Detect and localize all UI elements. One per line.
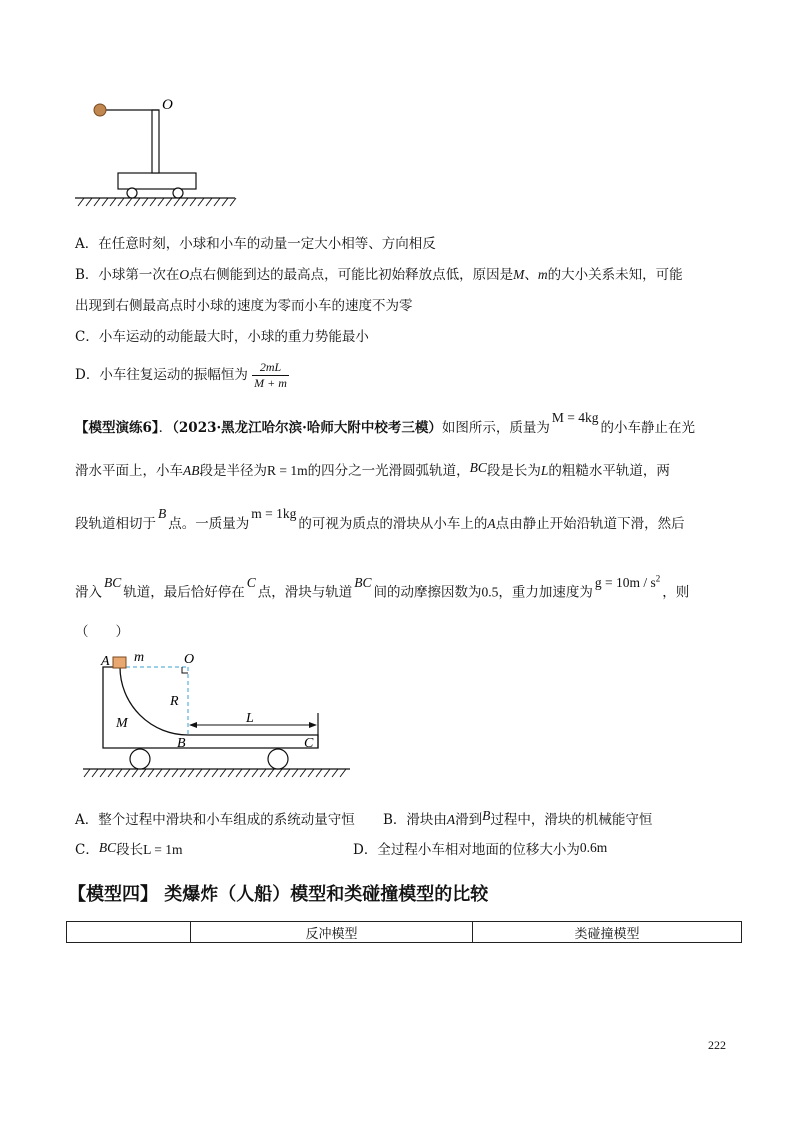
option-b: B．小球第一次在O点右侧能到达的最高点，可能比初始释放点低，原因是M、m的大小关系未知，可能 [75, 267, 683, 283]
answer-blank: （ ） [75, 624, 129, 640]
problem6-line2: 滑水平面上，小车AB段是半径为R = 1m的四分之一光滑圆弧轨道，BC段是长为L的粗糙水平轨道，两 [75, 460, 670, 479]
page-number: 222 [708, 1038, 726, 1052]
p6-option-a: A．整个过程中滑块和小车组成的系统动量守恒 [75, 812, 355, 828]
amplitude-fraction: $\frac{2mL}{M + m}$ [254, 360, 287, 390]
table-header-recoil: 反冲模型 [191, 922, 473, 943]
pendulum-cart-figure [70, 90, 240, 215]
fig2-label-bigm: M [116, 716, 128, 731]
fig2-label-r: R [170, 694, 179, 709]
section-title: 【模型四】 类爆炸（人船）模型和类碰撞模型的比较 [68, 884, 489, 905]
fig2-label-c: C [304, 736, 314, 751]
problem6-line4: 滑入BC轨道，最后恰好停在C点，滑块与轨道BC间的动摩擦因数为0.5，重力加速度为$g = 10m / s^2$，则 [75, 573, 690, 601]
table-header-blank [67, 922, 191, 943]
table-header-collision: 类碰撞模型 [473, 922, 742, 943]
comparison-table [66, 921, 742, 943]
fig2-label-a: A [101, 654, 110, 669]
p6-option-c: C．BC段长L = 1m [75, 840, 183, 858]
option-a: A．在任意时刻，小球和小车的动量一定大小相等、方向相反 [75, 236, 436, 252]
p6-option-b: B．滑块由A滑到B过程中，滑块的机械能守恒 [383, 808, 653, 828]
option-c: C．小车运动的动能最大时，小球的重力势能最小 [75, 329, 369, 345]
fig2-label-o: O [184, 652, 195, 667]
fig2-label-b: B [177, 736, 186, 751]
label-o: O [162, 97, 173, 113]
table-row [67, 922, 742, 943]
arc-cart-figure [78, 645, 353, 785]
option-b-line2: 出现到右侧最高点时小球的速度为零而小车的速度不为零 [75, 298, 413, 314]
fig2-label-m: m [134, 650, 145, 665]
fig2-label-l: L [246, 711, 254, 726]
option-d: D．小车往复运动的振幅恒为 $\frac{2mL}{M + m}$ [75, 360, 287, 390]
p6-option-d: D．全过程小车相对地面的位移大小为0.6m [353, 840, 608, 858]
problem6-line3: 段轨道相切于B点。一质量为m = 1kg的可视为质点的滑块从小车上的A点由静止开始沿轨道下滑，然后 [75, 506, 685, 532]
problem6-line1: 【模型演练6】．（2023·黑龙江哈尔滨·哈师大附中校考三模）如图所示，质量为M = 4kg的小车静止在光 [75, 410, 696, 436]
